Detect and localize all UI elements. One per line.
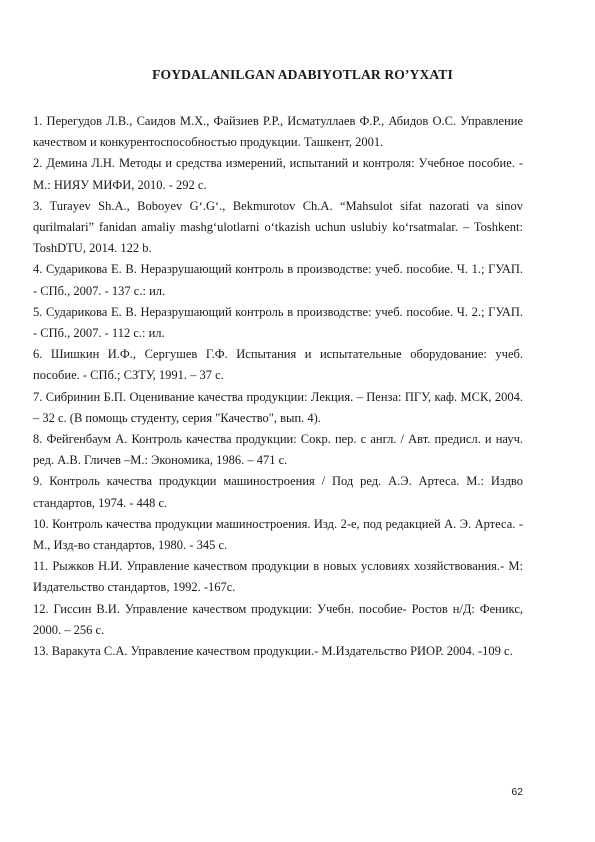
reference-item-2: 2. Демина Л.Н. Методы и средства измерений, испытаний и контроля: Учебное пособие. - М.: НИЯУ МИФИ, 2010. - 292 с.: [33, 156, 523, 192]
reference-item-10: 10. Контроль качества продукции машиностроения. Изд. 2-е, под редакцией А. Э. Артеса. - М., Изд-во стандартов, 1980. - 345 с.: [33, 516, 523, 553]
reference-item-3: 3. Turayev Sh.A., Boboyev G‘.G‘., Bekmurotov Ch.A. “Mahsulot sifat nazorati va sinov qurilmalari” fanidan amaliy mashg‘ulotlarni o‘tkazish uchun uslubiy ko‘rsatmalar. – Toshkent: ToshDTU, 2014. 122 b.: [33, 198, 523, 256]
reference-item-1: 1. Перегудов Л.В., Саидов М.Х., Файзиев Р.Р., Исматуллаев Ф.Р., Абидов О.С. Управление качеством и конкурентоспособностью продукции. Ташкент, 2001.: [33, 114, 523, 150]
reference-item-8: 8. Фейгенбаум А. Контроль качества продукции: Сокр. пер. с англ. / Авт. предисл. и науч. ред. А.В. Гличев –М.: Экономика, 1986. – 471 с.: [33, 432, 523, 468]
reference-item-13: 13. Варакута С.А. Управление качеством продукции.- М.Издательство РИОР. 2004. -109 с.: [33, 644, 513, 659]
reference-item-9: 9. Контроль качества продукции машиностроения / Под ред. А.Э. Артеса. М.: Издво стандартов, 1974. - 448 с.: [33, 474, 523, 510]
reference-item-6: 6. Шишкин И.Ф., Сергушев Г.Ф. Испытания и испытательные оборудование: учеб. пособие. - СПб.; СЗТУ, 1991. – 37 с.: [33, 347, 523, 383]
reference-list: [33, 111, 523, 662]
page-title: FOYDALANILGAN ADABIYOTLAR RO’YXATI: [152, 67, 453, 82]
reference-item-7: 7. Сибринин Б.П. Оценивание качества продукции: Лекция. – Пенза: ПГУ, каф. МСК, 2004. – 32 с. (В помощь студенту, серия "Качество", вып. 4).: [33, 389, 523, 425]
page-number: 62: [511, 786, 523, 798]
reference-item-5: 5. Сударикова Е. В. Неразрушающий контроль в производстве: учеб. пособие. Ч. 2.; ГУАП. - СПб., 2007. - 112 с.: ил.: [33, 304, 523, 341]
reference-item-4: 4. Сударикова Е. В. Неразрушающий контроль в производстве: учеб. пособие. Ч. 1.; ГУАП. - СПб., 2007. - 137 с.: ил.: [33, 262, 523, 298]
reference-item-12: 12. Гиссин В.И. Управление качеством продукции: Учебн. пособие- Ростов н/Д: Феникс, 2000. – 256 с.: [33, 601, 523, 637]
reference-item-11: 11. Рыжков Н.И. Управление качеством продукции в новых условиях хозяйствования.- М: Издательство стандартов, 1992. -167с.: [33, 559, 523, 595]
